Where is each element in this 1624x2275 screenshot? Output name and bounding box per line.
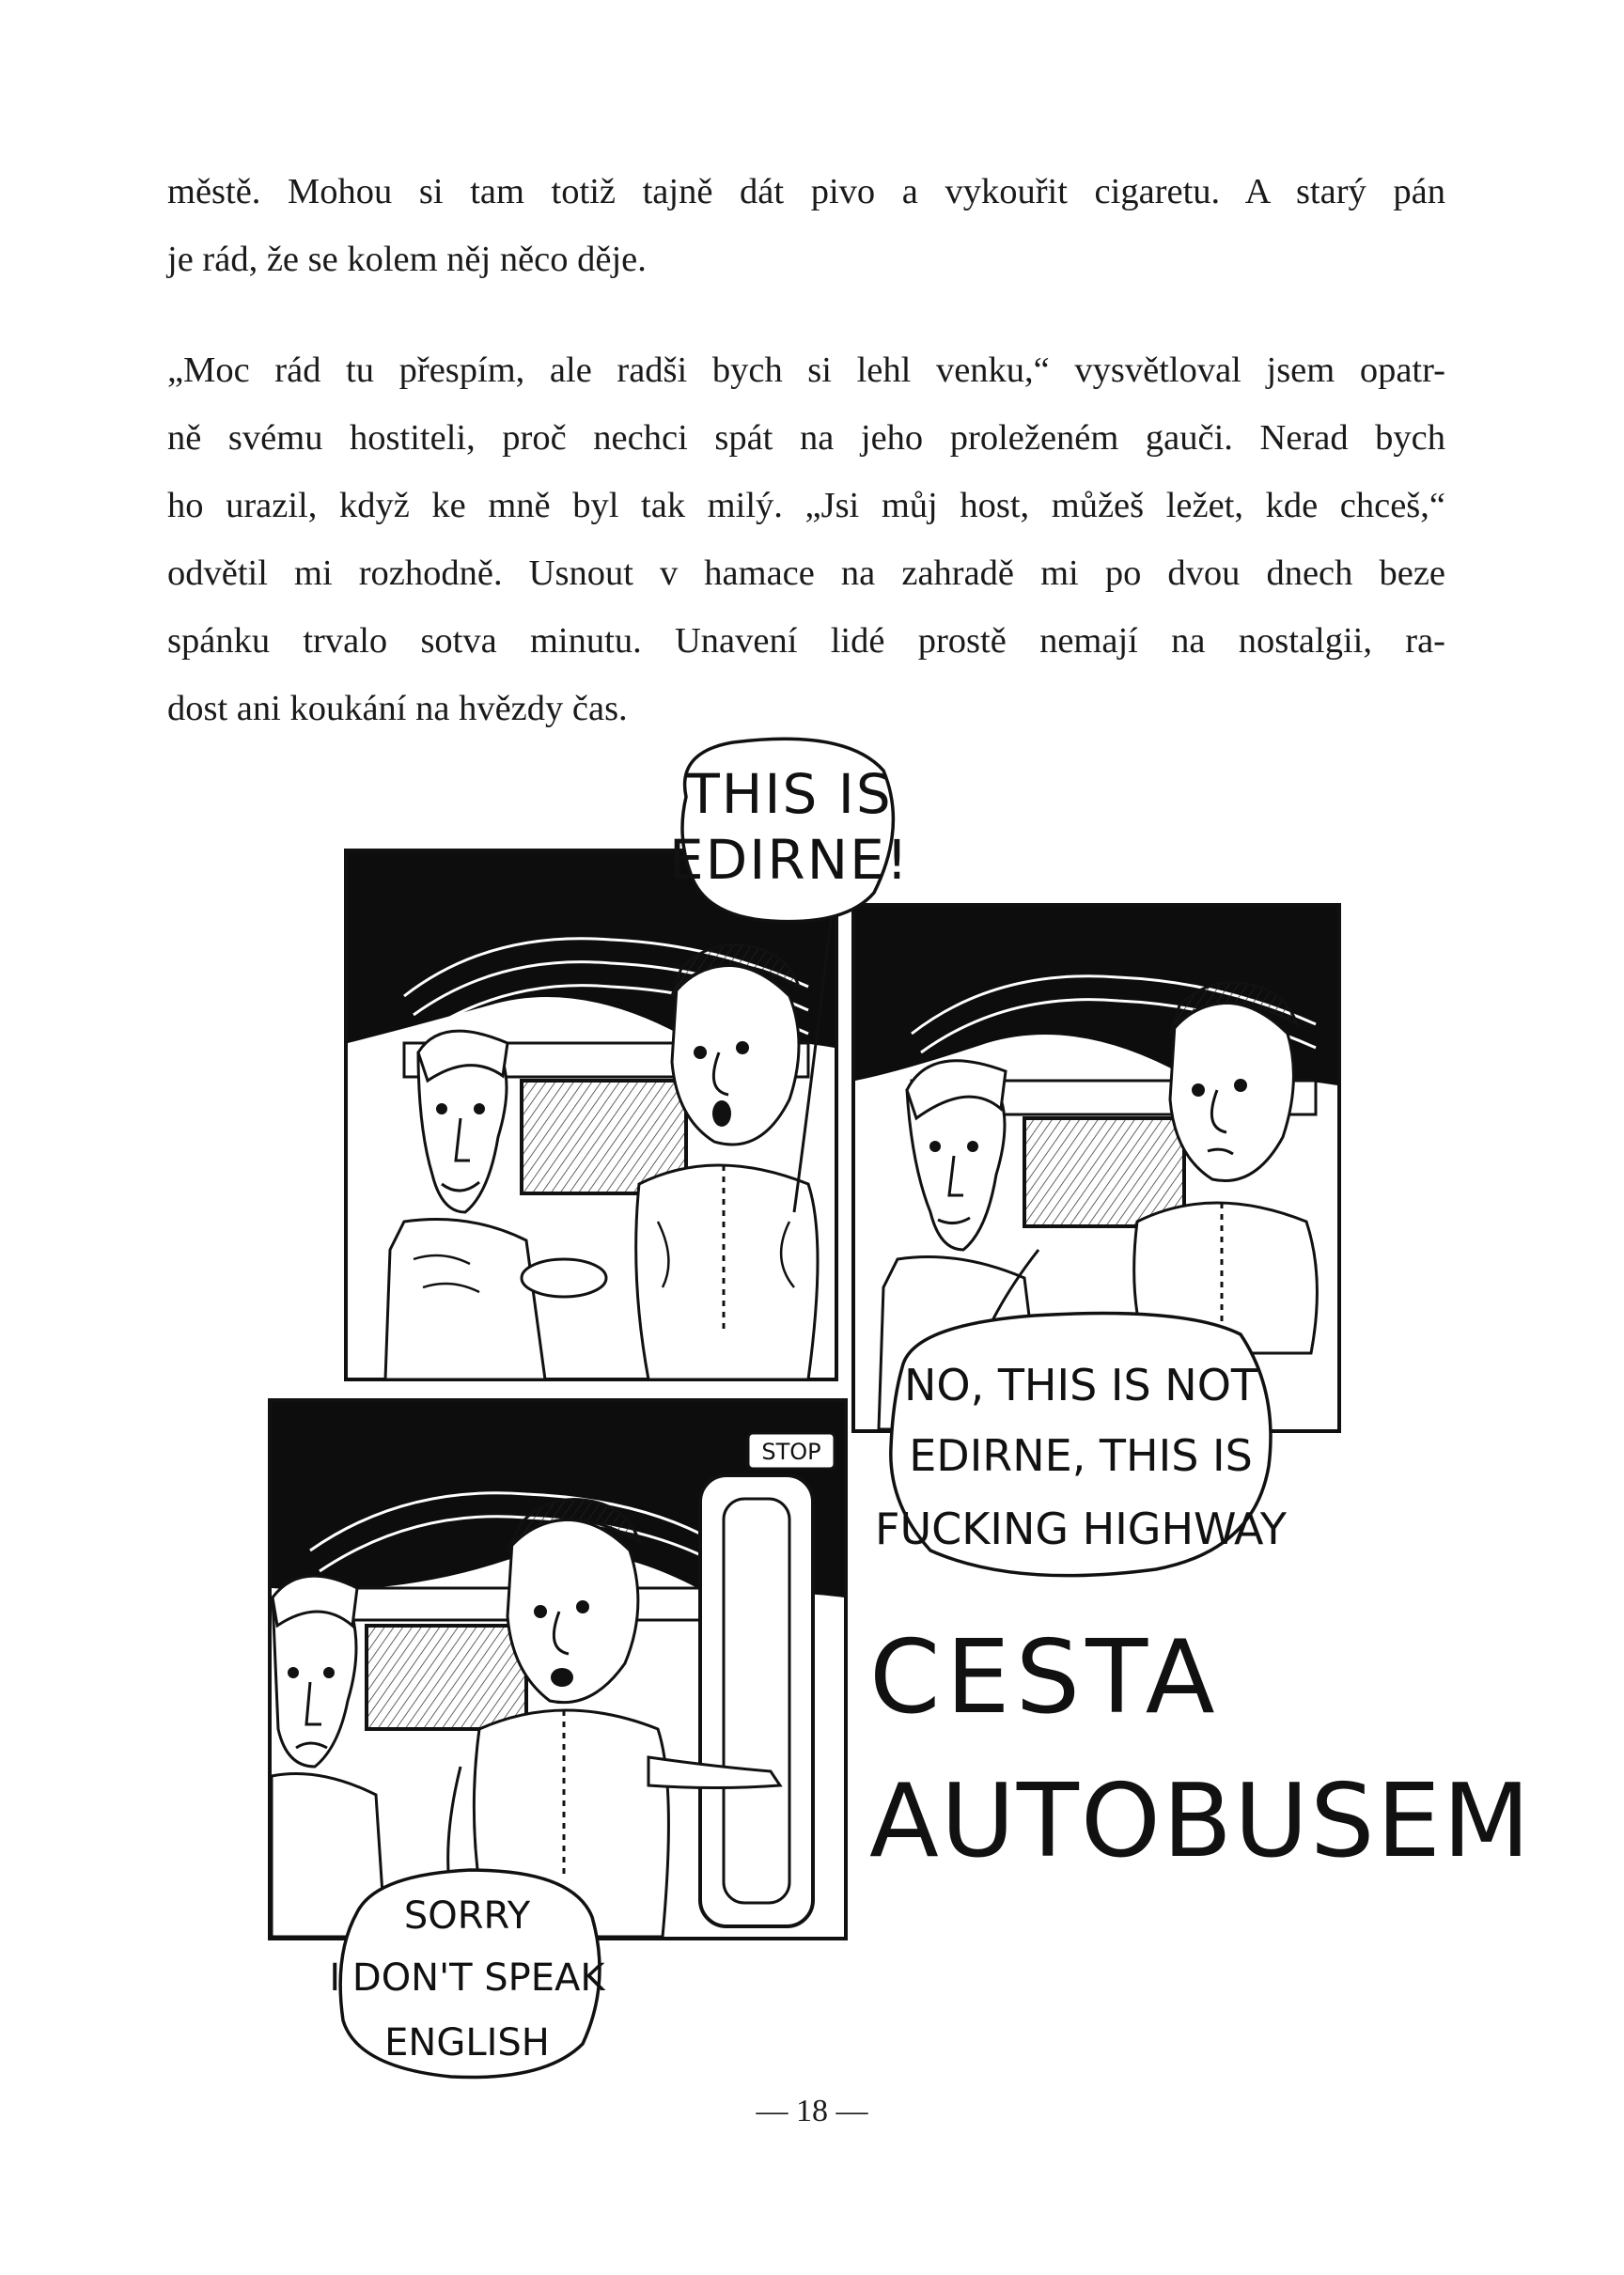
bubble-3-line-1: SORRY bbox=[403, 1894, 531, 1938]
text-line: ně svému hostiteli, proč nechci spát na jeho proleženém gauči. Nerad bych bbox=[167, 418, 1445, 458]
bubble-1-line-2: EDIRNE! bbox=[669, 828, 910, 892]
text-line: dost ani koukání na hvězdy čas. bbox=[167, 689, 628, 728]
text-line: městě. Mohou si tam totiž tajně dát pivo a vykouřit cigaretu. A starý pán bbox=[167, 172, 1445, 211]
stop-sign-text: STOP bbox=[761, 1439, 821, 1465]
text-line: je rád, že se kolem něj něco děje. bbox=[167, 240, 647, 279]
page-number: — 18 — bbox=[756, 2094, 868, 2128]
comic-title-line-1: CESTA bbox=[869, 1619, 1221, 1737]
bubble-3-line-3: ENGLISH bbox=[384, 2021, 550, 2065]
bubble-2-line-3: FUCKING HIGHWAY bbox=[874, 1504, 1288, 1554]
comic-title-line-2: AUTOBUSEM bbox=[869, 1763, 1533, 1880]
text-line: „Moc rád tu přespím, ale radši bych si lehl venku,“ vysvětloval jsem opatr- bbox=[167, 351, 1445, 390]
comic-title bbox=[869, 1619, 1532, 1880]
bubble-2-line-1: NO, THIS IS NOT bbox=[903, 1360, 1258, 1410]
bubble-1-line-1: THIS IS bbox=[686, 762, 893, 826]
bubble-2-line-2: EDIRNE, THIS IS bbox=[909, 1430, 1253, 1481]
text-line: spánku trvalo sotva minutu. Unavení lidé prostě nemají na nostalgii, ra- bbox=[167, 621, 1445, 661]
text-line: ho urazil, když ke mně byl tak milý. „Jsi můj host, můžeš ležet, kde chceš,“ bbox=[167, 486, 1445, 525]
comic-panel-3 bbox=[270, 1400, 846, 1939]
bubble-3-line-2: I DON'T SPEAK bbox=[329, 1956, 605, 2000]
comic-panel-1 bbox=[346, 850, 836, 1379]
text-line: odvětil mi rozhodně. Usnout v hamace na zahradě mi po dvou dnech beze bbox=[167, 553, 1445, 593]
